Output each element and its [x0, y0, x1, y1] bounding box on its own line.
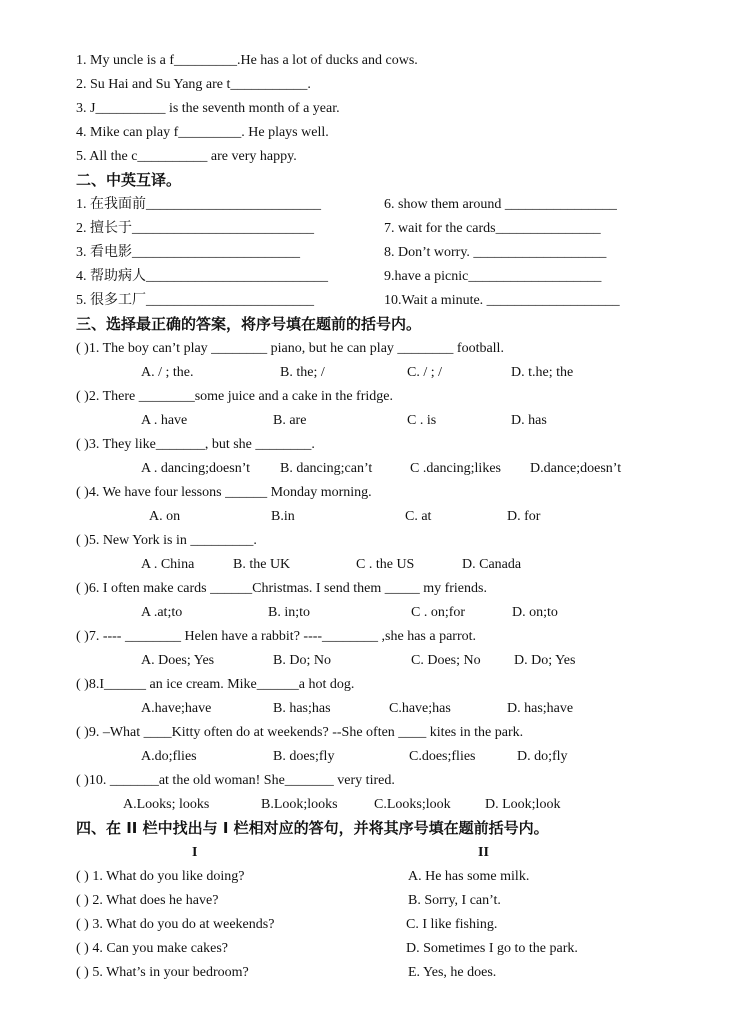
fill-blank-1: 1. My uncle is a f_________.He has a lot of ducks and cows. — [76, 53, 418, 68]
mc-option-8a: A.have;have — [141, 701, 212, 716]
column-1-label: I — [192, 845, 198, 860]
mc-option-3b: B. dancing;can’t — [280, 461, 373, 476]
mc-option-7d: D. Do; Yes — [514, 653, 576, 668]
mc-option-9c: C.does;flies — [409, 749, 476, 764]
mc-option-9b: B. does;fly — [273, 749, 335, 764]
mc-question-2: ( )2. There ________some juice and a cake in the fridge. — [76, 389, 393, 404]
mc-question-8: ( )8.I______ an ice cream. Mike______a hot dog. — [76, 677, 355, 692]
section-3-heading: 三、选择最正确的答案，将序号填在题前的括号内。 — [76, 315, 422, 333]
section-4-heading: 四、在 II 栏中找出与 I 栏相对应的答句，并将其序号填在题前括号内。 — [76, 819, 549, 837]
translate-item-2: 2. 擅长于__________________________ — [76, 221, 314, 236]
mc-option-5b: B. the UK — [233, 557, 291, 572]
mc-option-7b: B. Do; No — [273, 653, 331, 668]
translate-item-9: 9.have a picnic___________________ — [384, 269, 602, 284]
translate-item-8: 8. Don’t worry. ___________________ — [384, 245, 607, 260]
mc-option-8d: D. has;have — [507, 701, 574, 716]
match-question-2: ( ) 2. What does he have? — [76, 893, 219, 908]
mc-option-4b: B.in — [271, 509, 295, 524]
mc-option-1d: D. t.he; the — [511, 365, 574, 380]
match-question-3: ( ) 3. What do you do at weekends? — [76, 917, 275, 932]
mc-option-2a: A . have — [141, 413, 188, 428]
mc-question-9: ( )9. –What ____Kitty often do at weekends? --She often ____ kites in the park. — [76, 725, 524, 740]
translate-item-7: 7. wait for the cards_______________ — [384, 221, 601, 236]
mc-option-3c: C .dancing;likes — [410, 461, 501, 476]
mc-question-1: ( )1. The boy can’t play ________ piano, but he can play ________ football. — [76, 341, 504, 356]
mc-option-5a: A . China — [141, 557, 195, 572]
mc-option-9d: D. do;fly — [517, 749, 568, 764]
translate-item-1: 1. 在我面前_________________________ — [76, 197, 321, 212]
translate-item-5: 5. 很多工厂________________________ — [76, 293, 314, 308]
mc-option-2b: B. are — [273, 413, 307, 428]
match-answer-b: B. Sorry, I can’t. — [408, 893, 501, 908]
mc-option-6c: C . on;for — [411, 605, 466, 620]
mc-option-10b: B.Look;looks — [261, 797, 338, 812]
mc-option-3a: A . dancing;doesn’t — [141, 461, 251, 476]
match-answer-e: E. Yes, he does. — [408, 965, 497, 980]
mc-option-1c: C. / ; / — [407, 365, 443, 380]
match-question-5: ( ) 5. What’s in your bedroom? — [76, 965, 249, 980]
mc-option-5c: C . the US — [356, 557, 415, 572]
mc-option-6d: D. on;to — [512, 605, 558, 620]
mc-question-3: ( )3. They like_______, but she ________. — [76, 437, 315, 452]
match-question-4: ( ) 4. Can you make cakes? — [76, 941, 228, 956]
mc-question-6: ( )6. I often make cards ______Christmas. I send them _____ my friends. — [76, 581, 487, 596]
mc-option-8b: B. has;has — [273, 701, 331, 716]
fill-blank-3: 3. J__________ is the seventh month of a year. — [76, 101, 340, 116]
mc-option-8c: C.have;has — [389, 701, 451, 716]
mc-question-7: ( )7. ---- ________ Helen have a rabbit? ----________ ,she has a parrot. — [76, 629, 477, 644]
mc-option-10c: C.Looks;look — [374, 797, 451, 812]
fill-blank-4: 4. Mike can play f_________. He plays well. — [76, 125, 329, 140]
match-answer-d: D. Sometimes I go to the park. — [406, 941, 578, 956]
fill-blank-5: 5. All the c__________ are very happy. — [76, 149, 297, 164]
mc-option-4a: A. on — [149, 509, 181, 524]
mc-option-1b: B. the; / — [280, 365, 325, 380]
match-question-1: ( ) 1. What do you like doing? — [76, 869, 245, 884]
mc-option-7a: A. Does; Yes — [141, 653, 215, 668]
mc-question-4: ( )4. We have four lessons ______ Monday morning. — [76, 485, 372, 500]
column-2-label: II — [478, 845, 489, 860]
mc-option-6a: A .at;to — [141, 605, 183, 620]
mc-question-10: ( )10. _______at the old woman! She_______ very tired. — [76, 773, 395, 788]
section-2-heading: 二、中英互译。 — [76, 171, 182, 189]
mc-option-4c: C. at — [405, 509, 432, 524]
fill-blank-2: 2. Su Hai and Su Yang are t___________. — [76, 77, 311, 92]
mc-option-3d: D.dance;doesn’t — [530, 461, 622, 476]
translate-item-10: 10.Wait a minute. ___________________ — [384, 293, 620, 308]
translate-item-6: 6. show them around ________________ — [384, 197, 617, 212]
mc-option-7c: C. Does; No — [411, 653, 481, 668]
match-answer-a: A. He has some milk. — [408, 869, 530, 884]
mc-option-5d: D. Canada — [462, 557, 522, 572]
match-answer-c: C. I like fishing. — [406, 917, 498, 932]
mc-option-10d: D. Look;look — [485, 797, 561, 812]
mc-option-1a: A. / ; the. — [141, 365, 194, 380]
mc-option-6b: B. in;to — [268, 605, 311, 620]
mc-option-9a: A.do;flies — [141, 749, 197, 764]
mc-option-2c: C . is — [407, 413, 437, 428]
mc-question-5: ( )5. New York is in _________. — [76, 533, 257, 548]
mc-option-2d: D. has — [511, 413, 547, 428]
translate-item-4: 4. 帮助病人__________________________ — [76, 269, 328, 284]
mc-option-4d: D. for — [507, 509, 541, 524]
translate-item-3: 3. 看电影________________________ — [76, 245, 300, 260]
mc-option-10a: A.Looks; looks — [123, 797, 210, 812]
